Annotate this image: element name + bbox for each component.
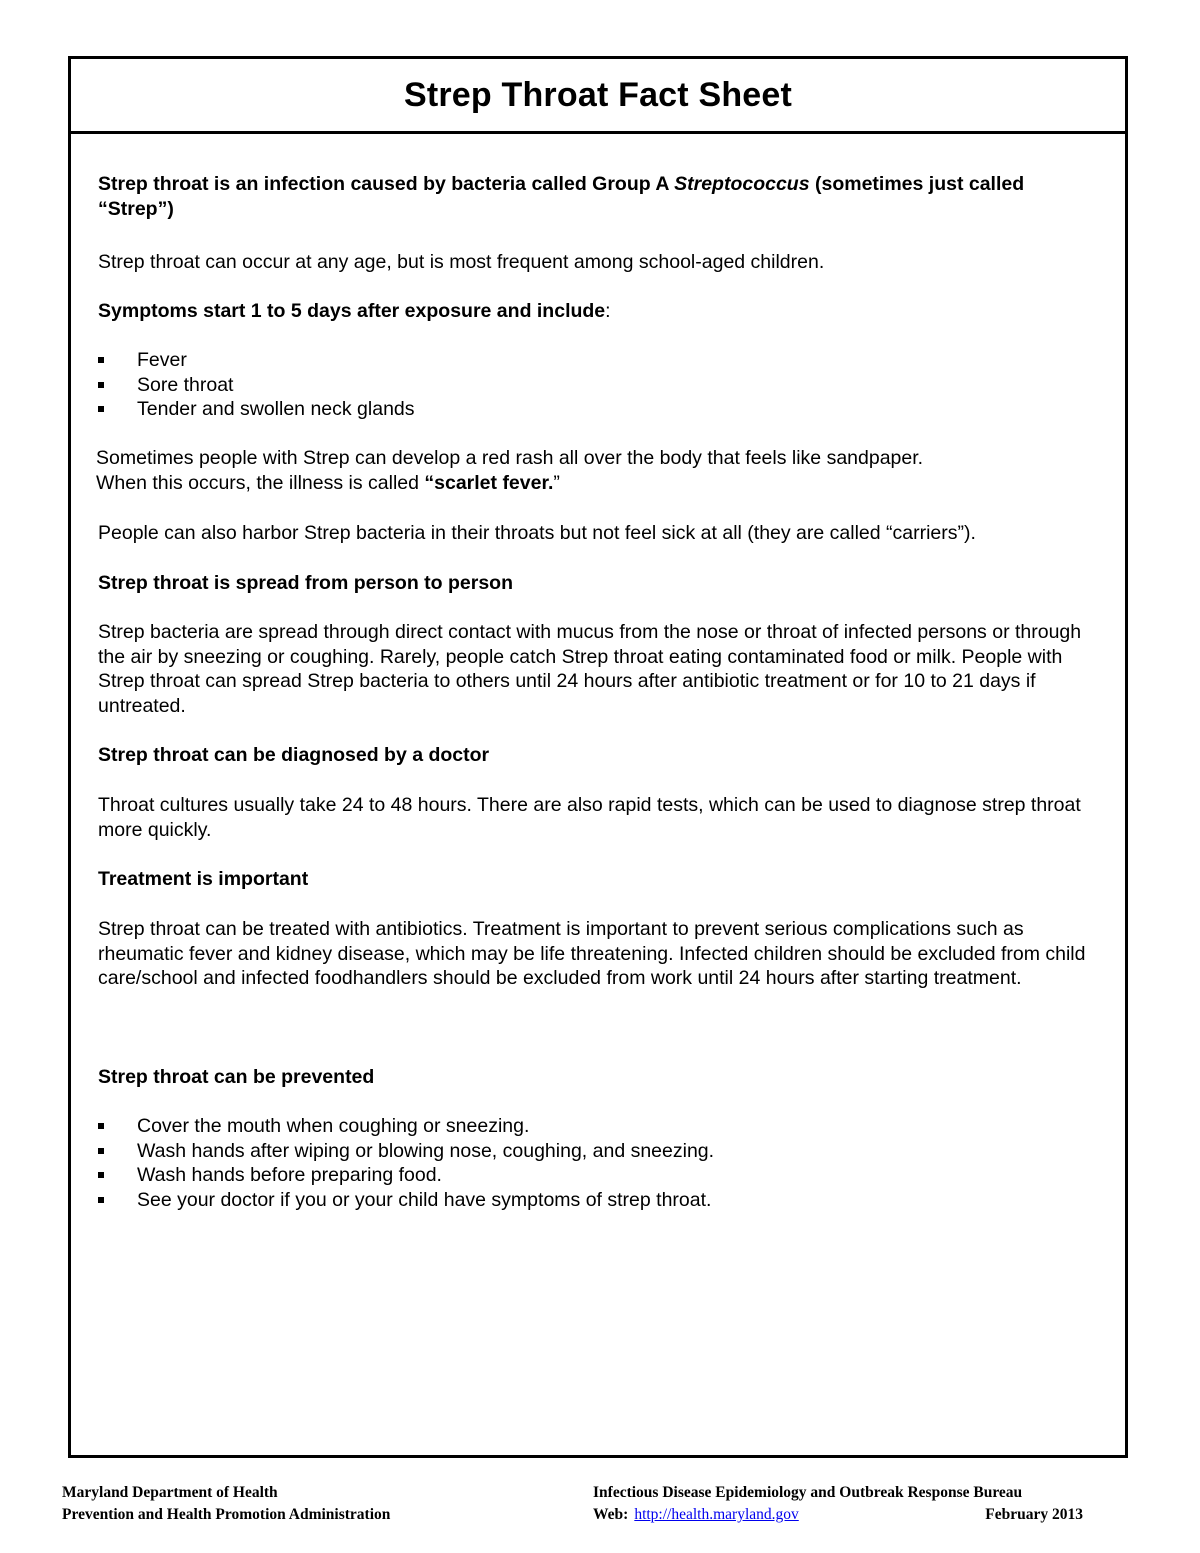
list-item-text: Sore throat <box>137 373 234 396</box>
list-item <box>98 397 1099 422</box>
intro-italic: Streptococcus <box>674 173 810 195</box>
list-item-text: Wash hands after wiping or blowing nose, coughing, and sneezing. <box>137 1139 715 1162</box>
website-link[interactable]: http://health.maryland.gov <box>634 1506 799 1523</box>
footer-date: February 2013 <box>985 1506 1083 1523</box>
scarlet-fever-term: “scarlet fever. <box>424 471 554 494</box>
bullet-icon <box>98 1197 104 1203</box>
footer-web-row <box>593 1504 1083 1526</box>
age-paragraph: Strep throat can occur at any age, but is most frequent among school-aged children. <box>98 251 825 273</box>
symptoms-colon: : <box>605 300 611 322</box>
intro-text-2: (sometimes just called “Strep”) <box>98 173 1025 220</box>
rash-paragraph <box>96 446 1099 495</box>
list-item <box>98 1163 1099 1188</box>
bullet-icon <box>98 1123 104 1129</box>
list-item-text: Tender and swollen neck glands <box>137 398 415 420</box>
list-item <box>98 1139 1099 1164</box>
footer-administration: Prevention and Health Promotion Administration <box>62 1506 391 1523</box>
intro-text-1: Strep throat is an infection caused by bacteria called Group A <box>98 173 675 195</box>
list-item <box>98 1188 1099 1213</box>
spread-heading: Strep throat is spread from person to person <box>98 572 513 594</box>
bullet-icon <box>98 1172 104 1178</box>
footer-bureau: Infectious Disease Epidemiology and Outbreak Response Bureau <box>593 1484 1023 1501</box>
symptoms-list <box>98 348 1099 422</box>
prevention-list <box>98 1114 1099 1212</box>
spread-paragraph: Strep bacteria are spread through direct contact with mucus from the nose or throat of infected persons or through the air by sneezing or coughing. Rarely, people catch Strep throat eating contaminated food or milk. People with Strep throat can spread Strep bacteria to others until 24 hours after antibiotic treatment or for 10 to 21 days if untreated. <box>98 621 1082 717</box>
page-title: Strep Throat Fact Sheet <box>403 75 793 114</box>
list-item <box>98 1114 1099 1139</box>
web-label: Web: <box>593 1506 629 1523</box>
footer-department: Maryland Department of Health <box>62 1484 278 1501</box>
title-bar <box>71 59 1125 134</box>
rash-line-2 <box>96 471 1099 496</box>
diagnosis-heading: Strep throat can be diagnosed by a doctor <box>98 744 490 766</box>
prevention-heading: Strep throat can be prevented <box>98 1066 375 1088</box>
list-item-text: Fever <box>137 349 187 371</box>
list-item-text: Cover the mouth when coughing or sneezing. <box>137 1115 530 1137</box>
treatment-heading: Treatment is important <box>98 868 309 890</box>
footer-web <box>593 1504 799 1526</box>
fact-sheet-frame <box>68 56 1128 1458</box>
rash-line-2-end: ” <box>553 471 560 494</box>
footer-left <box>62 1482 390 1526</box>
rash-line-1: Sometimes people with Strep can develop a red rash all over the body that feels like sandpaper. <box>96 447 924 469</box>
symptoms-heading-text: Symptoms start 1 to 5 days after exposure and include <box>98 300 606 322</box>
footer-right <box>593 1482 1083 1526</box>
diagnosis-paragraph: Throat cultures usually take 24 to 48 hours. There are also rapid tests, which can be used to diagnose strep throat more quickly. <box>98 794 1081 841</box>
bullet-icon <box>98 382 104 388</box>
list-item-text: Wash hands before preparing food. <box>137 1164 442 1186</box>
list-item <box>98 348 1099 373</box>
bullet-icon <box>98 406 104 412</box>
symptoms-heading <box>98 299 1099 324</box>
carriers-paragraph: People can also harbor Strep bacteria in their throats but not feel sick at all (they are called “carriers”). <box>98 522 976 544</box>
bullet-icon <box>98 357 104 363</box>
treatment-paragraph: Strep throat can be treated with antibiotics. Treatment is important to prevent serious complications such as rheumatic fever and kidney disease, which may be life threatening. Infected children should be excluded from child care/school and infected foodhandlers should be excluded from work until 24 hours after starting treatment. <box>98 918 1086 989</box>
intro-paragraph <box>98 172 1099 221</box>
list-item <box>98 373 1099 398</box>
rash-line-2-text: When this occurs, the illness is called <box>96 471 425 494</box>
list-item-text: See your doctor if you or your child have symptoms of strep throat. <box>137 1188 712 1211</box>
bullet-icon <box>98 1148 104 1154</box>
